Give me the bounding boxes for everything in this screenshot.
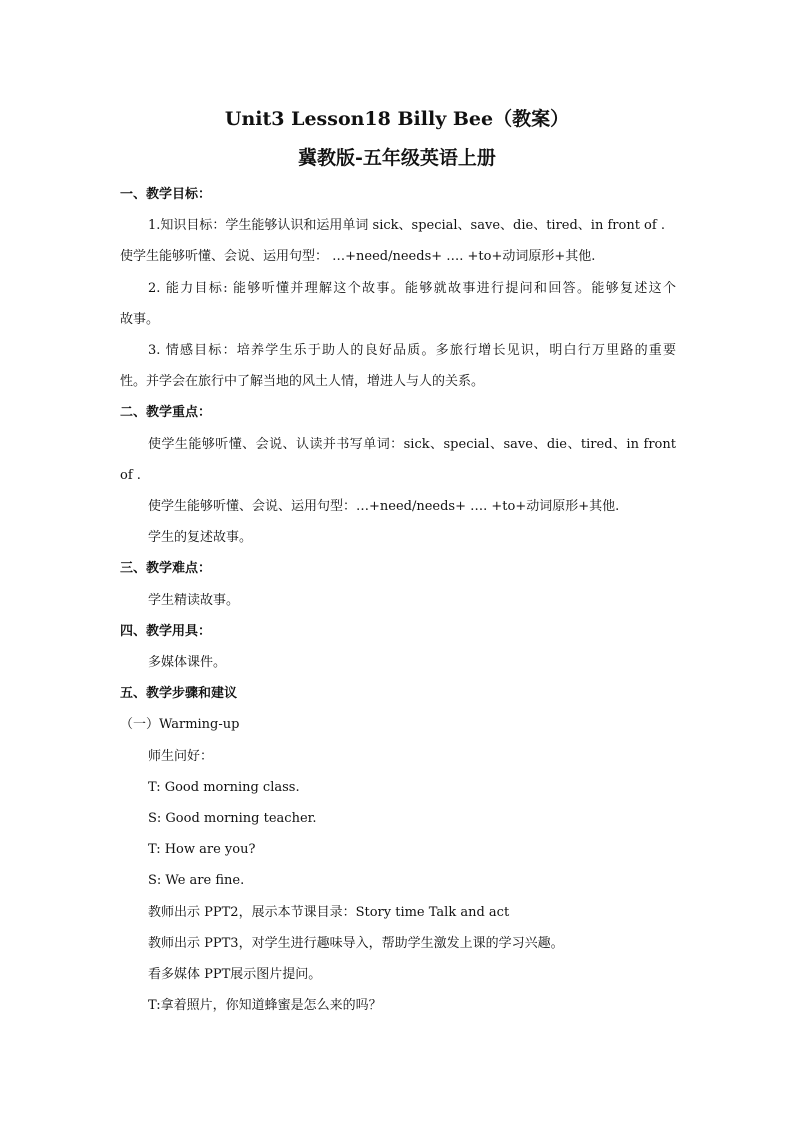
paragraph-line: 教师出示 PPT2，展示本节课目录：Story time Talk and act: [148, 905, 510, 920]
paragraph-line: 2. 能力目标: 能够听懂并理解这个故事。能够就故事进行提问和回答。能够复述这个: [148, 281, 676, 296]
paragraph-line: 故事。: [120, 312, 160, 327]
section-heading-key-points: 二、教学重点：: [120, 405, 212, 420]
paragraph-line: 学生精读故事。: [148, 593, 240, 608]
paragraph-line: T:拿着照片，你知道蜂蜜是怎么来的吗？: [148, 998, 382, 1013]
paragraph-line: 1.知识目标：学生能够认识和运用单词 sick、special、save、die、tired、in front of .: [148, 218, 665, 233]
section-heading-teaching-aids: 四、教学用具：: [120, 624, 212, 639]
dialogue-line: S: We are fine.: [148, 873, 245, 888]
paragraph-line: of .: [120, 468, 141, 483]
document-subtitle: 冀教版-五年级英语上册: [298, 147, 496, 169]
paragraph-line: 学生的复述故事。: [148, 530, 253, 545]
paragraph-line: 多媒体课件。: [148, 655, 227, 670]
paragraph-line: 性。并学会在旅行中了解当地的风土人情，增进人与人的关系。: [120, 374, 485, 389]
paragraph-line: 使学生能够听懂、会说、认读并书写单词：sick、special、save、die、tired、in front: [148, 437, 676, 452]
paragraph-line: 使学生能够听懂、会说、运用句型： …+need/needs+ …. +to+动词原形+其他.: [120, 249, 596, 264]
document-title: Unit3 Lesson18 Billy Bee（教案）: [224, 108, 570, 130]
paragraph-line: 师生问好：: [148, 749, 214, 764]
paragraph-line: 看多媒体 PPT展示图片提问。: [148, 967, 322, 982]
dialogue-line: T: How are you?: [148, 842, 256, 857]
paragraph-line: 教师出示 PPT3，对学生进行趣味导入，帮助学生激发上课的学习兴趣。: [148, 936, 564, 951]
paragraph-line: 使学生能够听懂、会说、运用句型：…+need/needs+ …. +to+动词原形+其他.: [148, 499, 620, 514]
dialogue-line: T: Good morning class.: [148, 780, 300, 795]
subsection-heading-warming-up: （一）Warming-up: [120, 717, 240, 732]
section-heading-objectives: 一、教学目标：: [120, 187, 212, 202]
section-heading-teaching-steps: 五、教学步骤和建议: [120, 686, 238, 701]
dialogue-line: S: Good morning teacher.: [148, 811, 317, 826]
section-heading-difficulties: 三、教学难点：: [120, 561, 212, 576]
paragraph-line: 3. 情感目标：培养学生乐于助人的良好品质。多旅行增长见识，明白行万里路的重要: [148, 343, 676, 358]
